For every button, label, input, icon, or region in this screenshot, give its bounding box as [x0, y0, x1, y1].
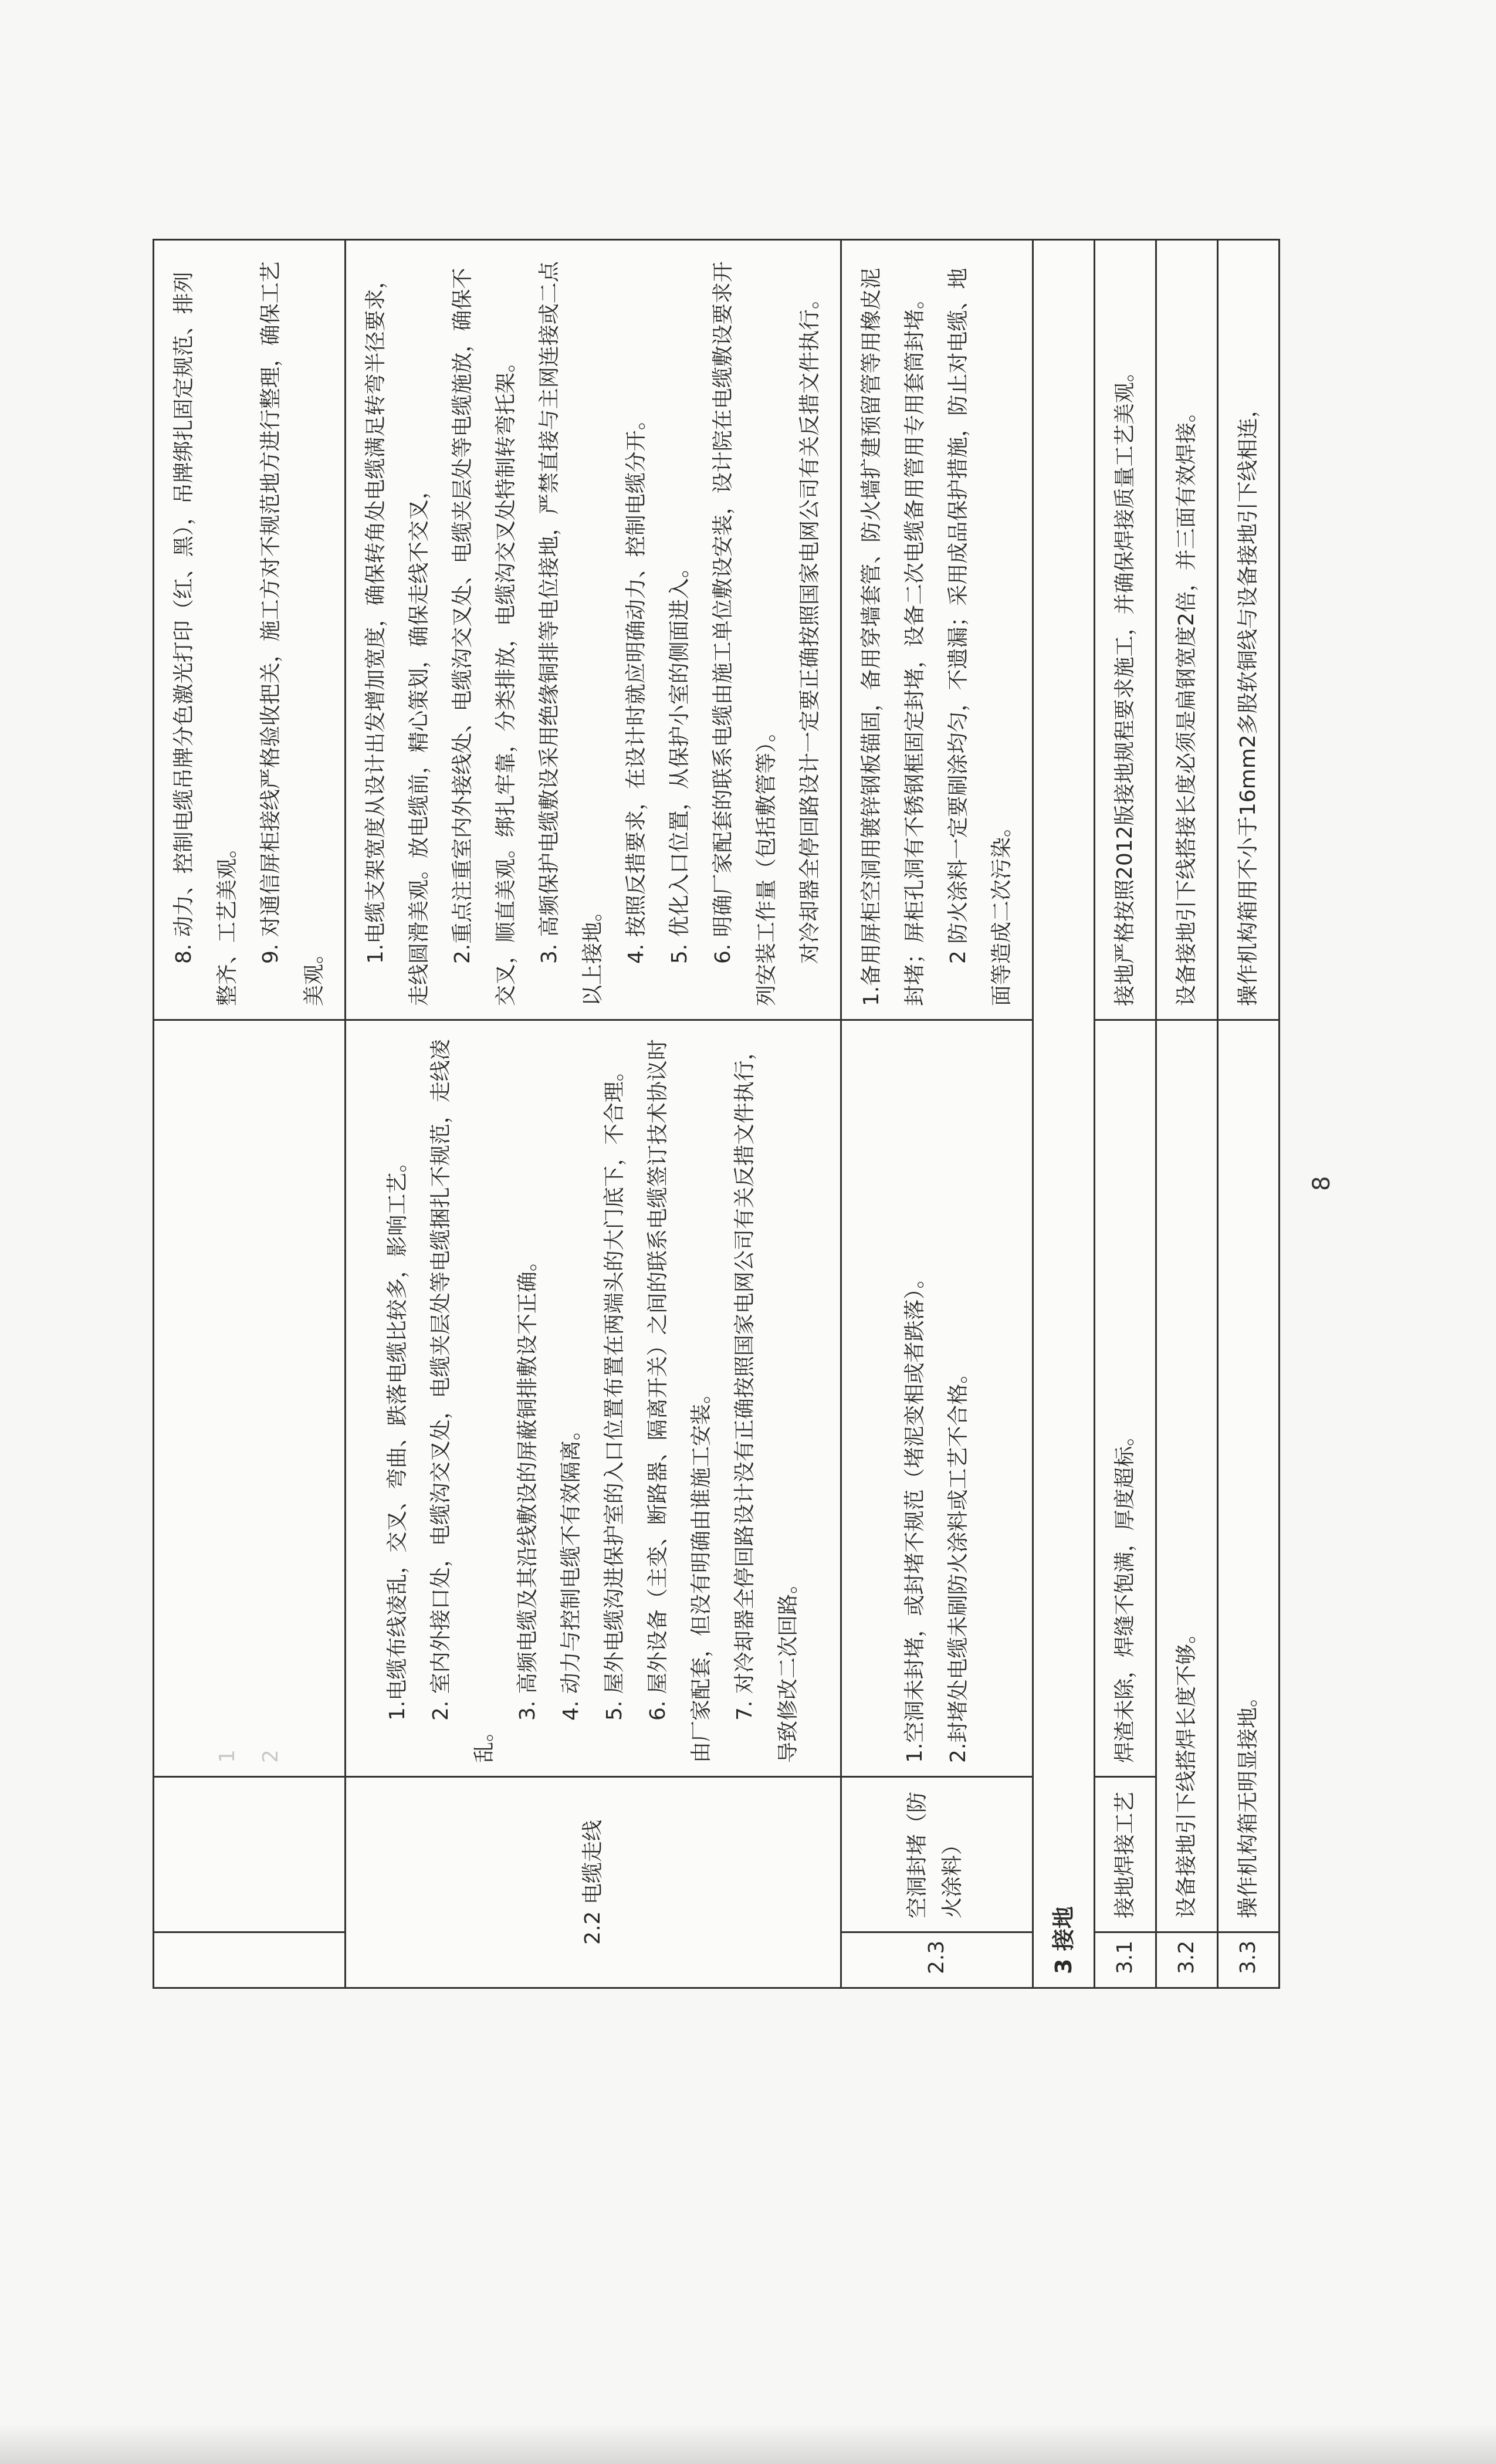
- table-row: [1218, 240, 1280, 1988]
- measure-line: 2 防火涂料一定要刷涂均匀，不遗漏；采用成品保护措施，防止对电缆、地面等造成二次污染。: [946, 268, 1014, 1006]
- measure-cell: [841, 240, 1033, 1020]
- issue-cell: [346, 1020, 841, 1777]
- item-name-cell: [154, 1777, 346, 1932]
- measure-cell: [154, 240, 346, 1020]
- measure-line: 4. 按照反措要求，在设计时就应明确动力、控制电缆分开。: [624, 409, 648, 964]
- measure-line: 6. 明确厂家配套的联系电缆由施工单位敷设安装，设计院在电缆敷设要求开列安装工作量（包括敷管等）。: [711, 261, 779, 1006]
- row-number-cell: 3.3: [1218, 1932, 1280, 1988]
- measure-line: 2.重点注重室内外接线处、电缆沟交叉处、电缆夹层处等电缆施放，确保不交叉，顺直美观。绑扎牢靠，分类排放，电缆沟交叉处特制转弯托架。: [451, 268, 518, 1006]
- issue-line: 1.电缆布线凌乱，交叉、弯曲、跌落电缆比较多，影响工艺。: [385, 1151, 409, 1721]
- item-name-cell: 操作机构箱无明显接地。: [1218, 1020, 1280, 1932]
- measure-cell: 设备接地引下线搭接长度必须是扁钢宽度2倍，并三面有效焊接。: [1156, 240, 1218, 1020]
- issue-line: 6. 屋外设备（主变、断路器、隔离开关）之间的联系电缆签订技术协议时由厂家配套，但没有明确由谁施工安装。: [646, 1039, 713, 1763]
- page-number: 8: [1308, 1176, 1335, 1191]
- quality-measures-table: [153, 239, 1280, 1989]
- measure-line: 3. 高频保护电缆敷设采用绝缘铜排等电位接地，严禁直接与主网连接或二点以上接地。: [537, 261, 605, 1006]
- item-name-cell: 接地焊接工艺: [1095, 1777, 1156, 1932]
- table-row: [1156, 240, 1218, 1988]
- row-number-cell: [154, 1932, 346, 1988]
- item-name-cell: 设备接地引下线搭焊长度不够。: [1156, 1020, 1218, 1932]
- measure-line: 5. 优化入口位置，从保护小室的侧面进入。: [668, 557, 692, 964]
- row-number-cell: 3.2: [1156, 1932, 1218, 1988]
- measure-line: 9. 对通信屏柜接线严格验收把关，施工方对不规范地方进行整理，确保工艺美观。: [259, 261, 326, 1006]
- table-row: [1095, 240, 1156, 1988]
- issue-cell: [841, 1020, 1033, 1777]
- issue-line: 1.空洞未封堵，或封堵不规范（堵泥变相或者跌落）。: [903, 1267, 927, 1763]
- measure-cell: 接地严格按照2012版接地规程要求施工，并确保焊接质量工艺美观。: [1095, 240, 1156, 1020]
- section-row: [1033, 240, 1095, 1988]
- section-title: 3 接地: [1033, 240, 1095, 1988]
- issue-line: 4. 动力与控制电缆不有效隔离。: [559, 1419, 583, 1721]
- issue-line: 2: [259, 1749, 283, 1763]
- issue-cell: 焊渣未除，焊缝不饱满，厚度超标。: [1095, 1020, 1156, 1777]
- measure-line: 1.备用屏柜空洞用镀锌钢板锚固，备用穿墙套管、防火墙扩建预留管等用橡皮泥封堵；屏柜孔洞有不锈钢框固定封堵，设备二次电缆备用管用专用套筒封堵。: [859, 268, 927, 1006]
- item-name-cell: [841, 1777, 1033, 1932]
- table-row: [841, 240, 1033, 1988]
- issue-line: 5. 屋外电缆沟进保护室的入口位置布置在两端头的大门底下，不合理。: [603, 1060, 627, 1721]
- issue-line: 7. 对冷却器全停回路设计没有正确按照国家电网公司有关反措文件执行，导致修改二次回路。: [733, 1039, 800, 1763]
- measure-line: 1.电缆支架宽度从设计出发增加宽度，确保转角处电缆满足转弯半径要求，走线圆滑美观。放电缆前，精心策划，确保走线不交叉，: [364, 268, 431, 1006]
- issue-line: 2.封堵处电缆未刷防火涂料或工艺不合格。: [946, 1362, 970, 1763]
- table-row: [154, 240, 346, 1988]
- issue-line: 1: [215, 1749, 239, 1763]
- measure-line: 8. 动力、控制电缆吊牌分色激光打印（红、黑），吊牌绑扎固定规范、排列整齐、工艺美观。: [172, 272, 239, 1006]
- item-name-cell: [346, 1777, 841, 1988]
- issue-line: 2. 室内外接口处，电缆沟交叉处，电缆夹层处等电缆捆扎不规范，走线凌乱。: [429, 1039, 496, 1763]
- table-row: [346, 240, 841, 1988]
- row-number-cell: 3.1: [1095, 1932, 1156, 1988]
- measure-line: 对冷却器全停回路设计一定要正确按照国家电网公司有关反措文件执行。: [798, 287, 822, 964]
- scan-shadow: [0, 2423, 1496, 2464]
- item-name: 空洞封堵（防火涂料）: [905, 1791, 964, 1918]
- issue-line: 3. 高频电缆及其沿线敷设的屏蔽铜排敷设不正确。: [516, 1250, 540, 1721]
- issue-cell: [154, 1020, 346, 1777]
- item-name: 电缆走线: [581, 1820, 605, 1905]
- measure-cell: 操作机构箱用不小于16mm2多股软铜线与设备接地引下线相连，: [1218, 240, 1280, 1020]
- measure-cell: [346, 240, 841, 1020]
- row-number-cell: 2.3: [841, 1932, 1033, 1988]
- item-number: 2.2: [581, 1911, 605, 1945]
